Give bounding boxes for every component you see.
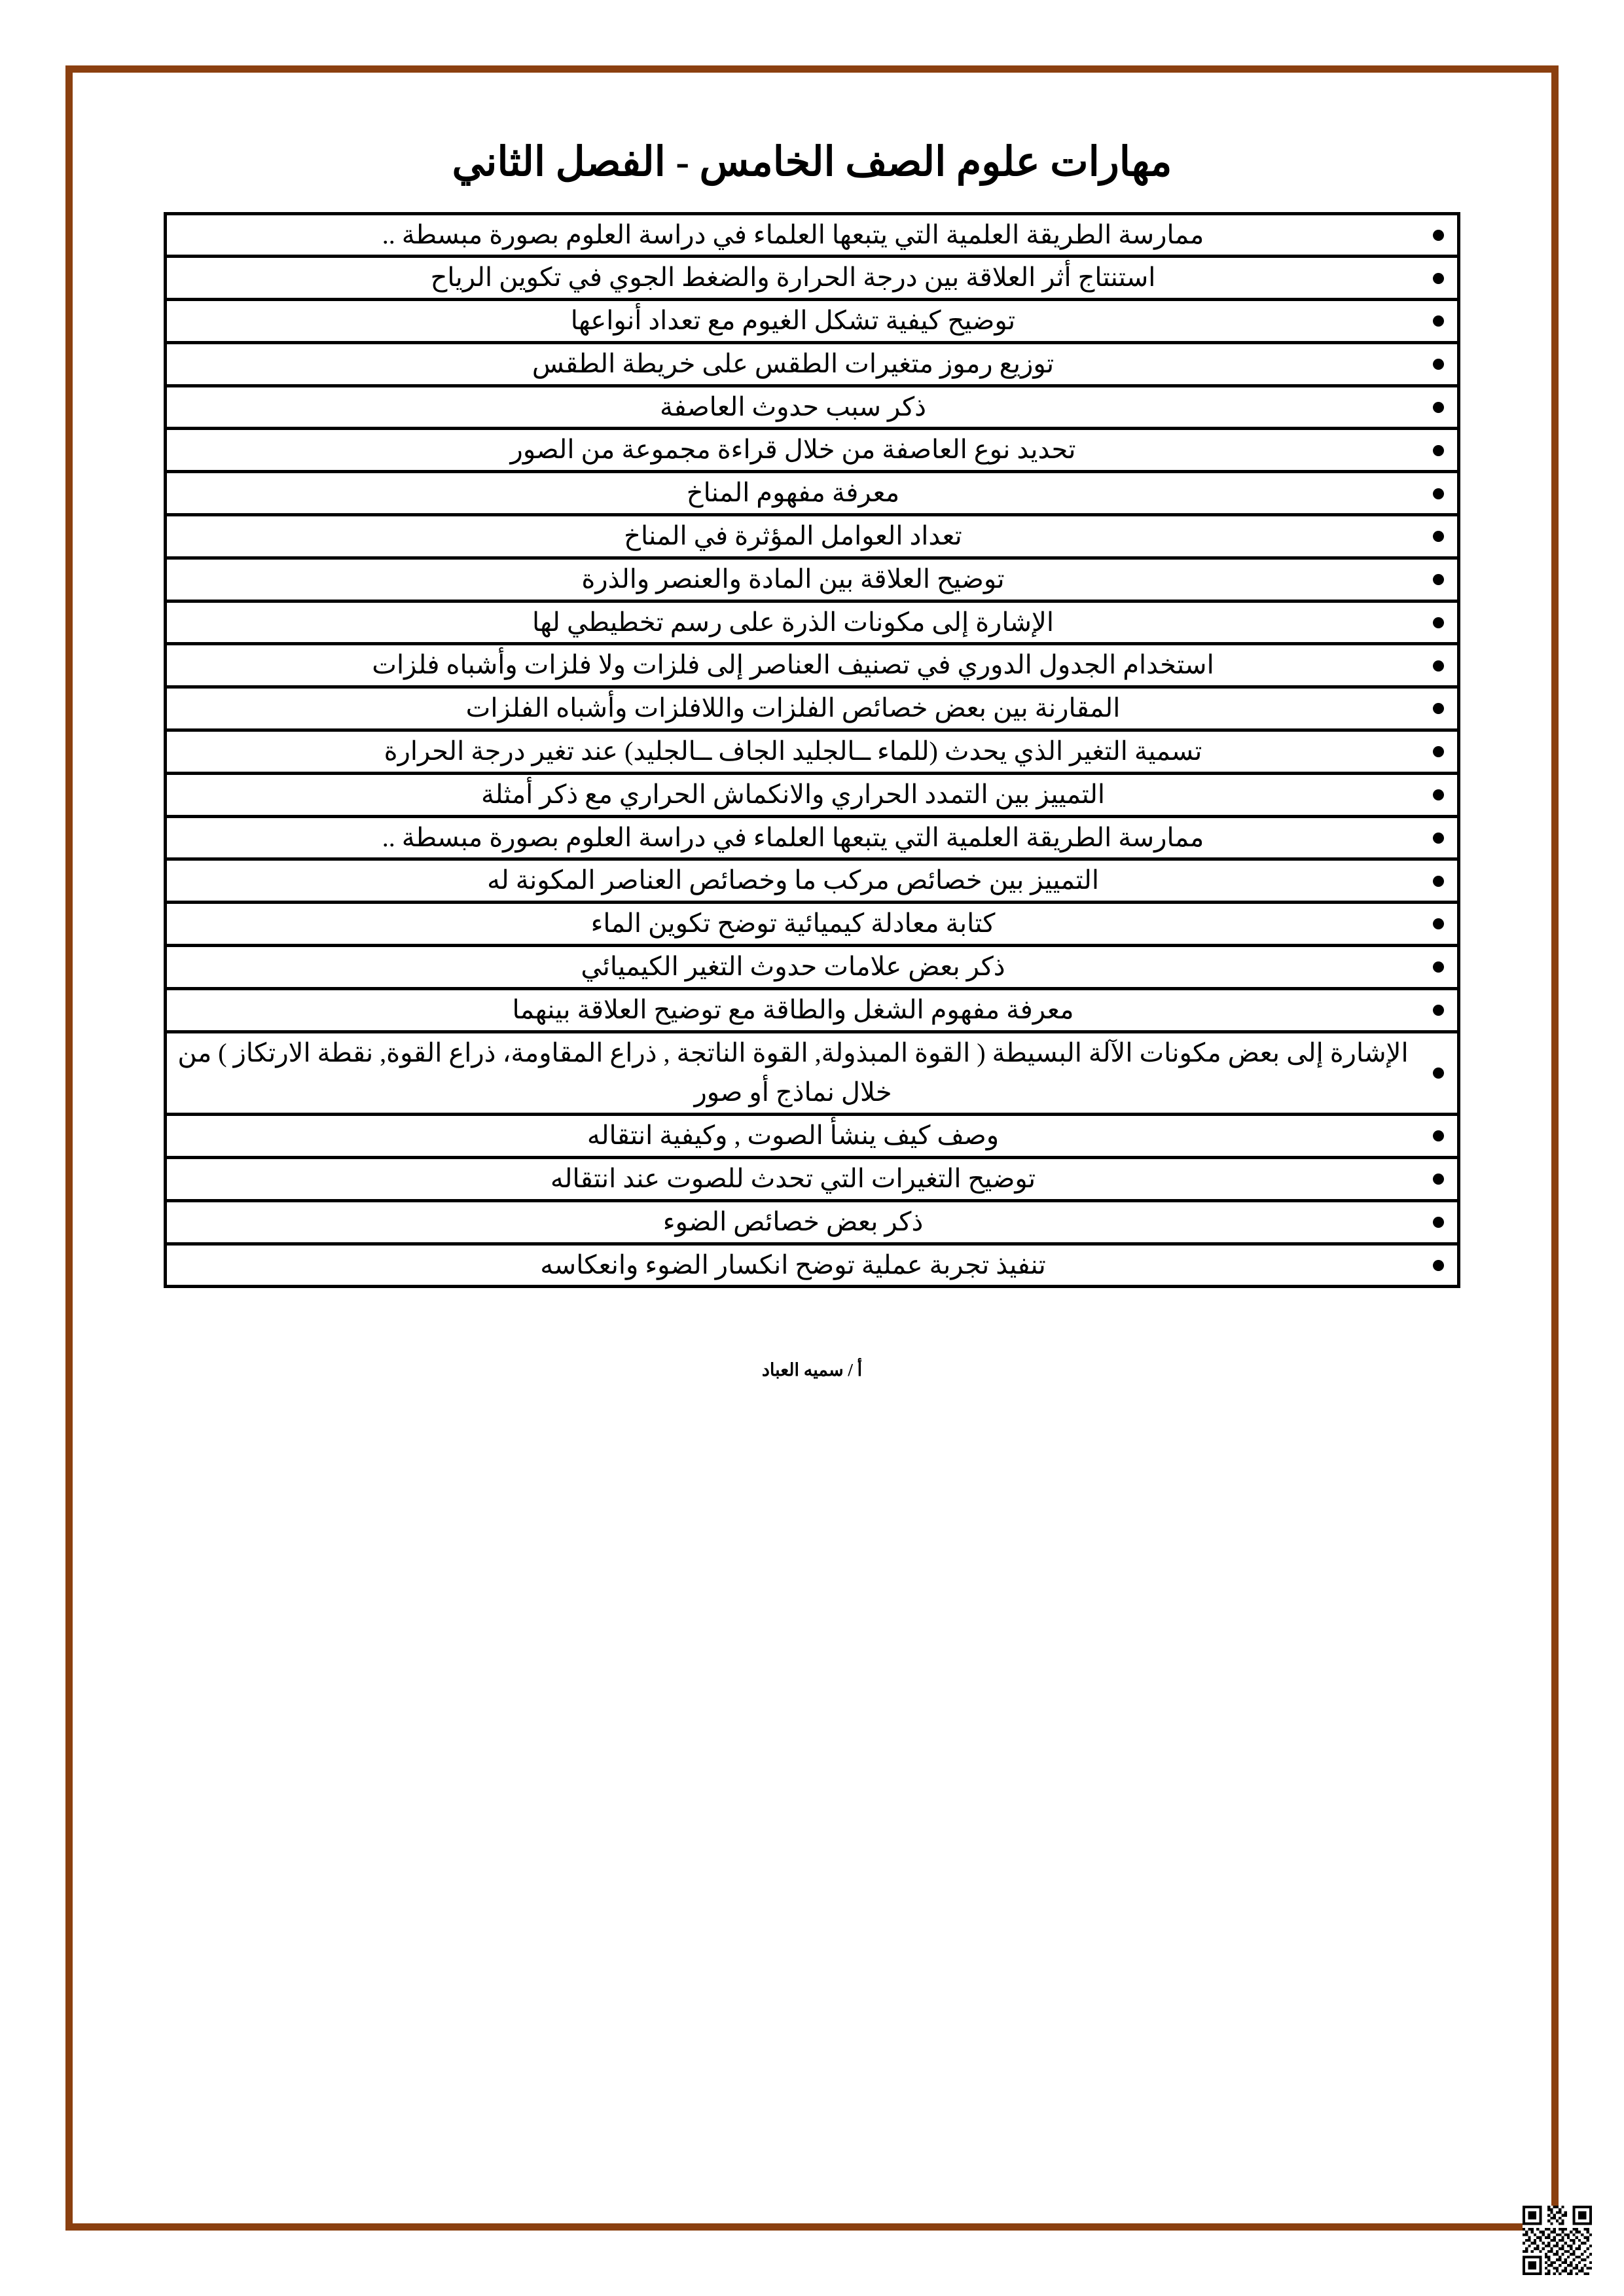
bullet-dot-icon (1433, 1067, 1444, 1079)
bullet-dot-icon (1433, 1130, 1444, 1141)
skill-text: تسمية التغير الذي يحدث (للماء ــالجليد الجاف ــالجليد) عند تغير درجة الحرارة (166, 730, 1420, 774)
bullet-icon (1419, 859, 1459, 903)
skill-row (166, 816, 1459, 859)
skill-text: وصف كيف ينشأ الصوت , وكيفية انتقاله (166, 1115, 1420, 1158)
qr-code[interactable] (1523, 2206, 1592, 2275)
bullet-icon (1419, 213, 1459, 257)
bullet-dot-icon (1433, 833, 1444, 844)
bullet-dot-icon (1433, 961, 1444, 973)
bullet-dot-icon (1433, 918, 1444, 929)
bullet-dot-icon (1433, 531, 1444, 542)
skill-text: التمييز بين خصائص مركب ما وخصائص العناصر المكونة له (166, 859, 1420, 903)
skill-row (166, 644, 1459, 687)
skill-text: معرفة مفهوم المناخ (166, 472, 1420, 515)
skill-row (166, 1115, 1459, 1158)
skill-text: التمييز بين التمدد الحراري والانكماش الحراري مع ذكر أمثلة (166, 773, 1420, 816)
skill-row (166, 773, 1459, 816)
skill-row (166, 213, 1459, 257)
bullet-icon (1419, 1244, 1459, 1287)
teacher-signature: أ / سميه العباد (761, 1360, 863, 1380)
bullet-dot-icon (1433, 315, 1444, 327)
bullet-icon (1419, 903, 1459, 946)
bullet-icon (1419, 601, 1459, 644)
skill-row (166, 687, 1459, 730)
skill-row (166, 988, 1459, 1031)
bullet-icon (1419, 816, 1459, 859)
bullet-dot-icon (1433, 445, 1444, 456)
bullet-icon (1419, 558, 1459, 601)
skill-row (166, 342, 1459, 386)
skill-row (166, 859, 1459, 903)
bullet-dot-icon (1433, 789, 1444, 800)
skill-text: كتابة معادلة كيميائية توضح تكوين الماء (166, 903, 1420, 946)
bullet-icon (1419, 988, 1459, 1031)
bullet-icon (1419, 1031, 1459, 1115)
skill-row (166, 386, 1459, 429)
skill-row (166, 903, 1459, 946)
skill-text: استنتاج أثر العلاقة بين درجة الحرارة والضغط الجوي في تكوين الرياح (166, 257, 1420, 300)
bullet-icon (1419, 386, 1459, 429)
skill-text: تعداد العوامل المؤثرة في المناخ (166, 515, 1420, 558)
skill-row (166, 515, 1459, 558)
bullet-dot-icon (1433, 1260, 1444, 1271)
skill-row (166, 257, 1459, 300)
skill-row (166, 730, 1459, 774)
skills-table-body (166, 213, 1459, 1287)
bullet-icon (1419, 1115, 1459, 1158)
skill-text: استخدام الجدول الدوري في تصنيف العناصر إلى فلزات ولا فلزات وأشباه فلزات (166, 644, 1420, 687)
skill-row (166, 300, 1459, 343)
skill-text: المقارنة بين بعض خصائص الفلزات واللافلزات وأشباه الفلزات (166, 687, 1420, 730)
bullet-dot-icon (1433, 230, 1444, 241)
bullet-icon (1419, 472, 1459, 515)
skill-text: توزيع رموز متغيرات الطقس على خريطة الطقس (166, 342, 1420, 386)
bullet-dot-icon (1433, 876, 1444, 887)
skill-row (166, 601, 1459, 644)
bullet-icon (1419, 300, 1459, 343)
skill-row (166, 472, 1459, 515)
bullet-icon (1419, 429, 1459, 472)
bullet-dot-icon (1433, 703, 1444, 714)
skill-text: ذكر بعض خصائص الضوء (166, 1200, 1420, 1244)
bullet-icon (1419, 687, 1459, 730)
bullet-icon (1419, 257, 1459, 300)
bullet-icon (1419, 730, 1459, 774)
skill-text: تنفيذ تجربة عملية توضح انكسار الضوء وانعكاسه (166, 1244, 1420, 1287)
bullet-dot-icon (1433, 1217, 1444, 1228)
bullet-dot-icon (1433, 660, 1444, 672)
skill-text: تحديد نوع العاصفة من خلال قراءة مجموعة من الصور (166, 429, 1420, 472)
bullet-dot-icon (1433, 488, 1444, 499)
bullet-dot-icon (1433, 402, 1444, 413)
skill-row (166, 1158, 1459, 1201)
bullet-dot-icon (1433, 1174, 1444, 1185)
skill-row (166, 558, 1459, 601)
skill-text: ذكر سبب حدوث العاصفة (166, 386, 1420, 429)
skill-text: الإشارة إلى بعض مكونات الآلة البسيطة ( القوة المبذولة, القوة الناتجة , ذراع المقاومة، ذراع القوة, نقطة الارتكاز ) من خلال نماذج أو صور (166, 1031, 1420, 1115)
skill-text: توضيح كيفية تشكل الغيوم مع تعداد أنواعها (166, 300, 1420, 343)
bullet-icon (1419, 773, 1459, 816)
bullet-dot-icon (1433, 359, 1444, 370)
skill-row (166, 1200, 1459, 1244)
bullet-dot-icon (1433, 1005, 1444, 1016)
bullet-dot-icon (1433, 273, 1444, 284)
skill-row (166, 1244, 1459, 1287)
skill-text: الإشارة إلى مكونات الذرة على رسم تخطيطي لها (166, 601, 1420, 644)
bullet-icon (1419, 1158, 1459, 1201)
skill-text: ممارسة الطريقة العلمية التي يتبعها العلماء في دراسة العلوم بصورة مبسطة .. (166, 816, 1420, 859)
bullet-icon (1419, 644, 1459, 687)
bullet-icon (1419, 342, 1459, 386)
skill-text: ممارسة الطريقة العلمية التي يتبعها العلماء في دراسة العلوم بصورة مبسطة .. (166, 213, 1420, 257)
skill-row (166, 1031, 1459, 1115)
skill-text: معرفة مفهوم الشغل والطاقة مع توضيح العلاقة بينهما (166, 988, 1420, 1031)
bullet-dot-icon (1433, 746, 1444, 757)
bullet-dot-icon (1433, 617, 1444, 628)
skill-row (166, 946, 1459, 989)
skill-text: توضيح العلاقة بين المادة والعنصر والذرة (166, 558, 1420, 601)
skill-text: ذكر بعض علامات حدوث التغير الكيميائي (166, 946, 1420, 989)
skill-row (166, 429, 1459, 472)
bullet-icon (1419, 515, 1459, 558)
bullet-icon (1419, 946, 1459, 989)
skill-text: توضيح التغيرات التي تحدث للصوت عند انتقاله (166, 1158, 1420, 1201)
page-title: مهارات علوم الصف الخامس - الفصل الثاني (452, 140, 1172, 185)
skills-table (164, 212, 1460, 1289)
bullet-icon (1419, 1200, 1459, 1244)
bullet-dot-icon (1433, 574, 1444, 585)
